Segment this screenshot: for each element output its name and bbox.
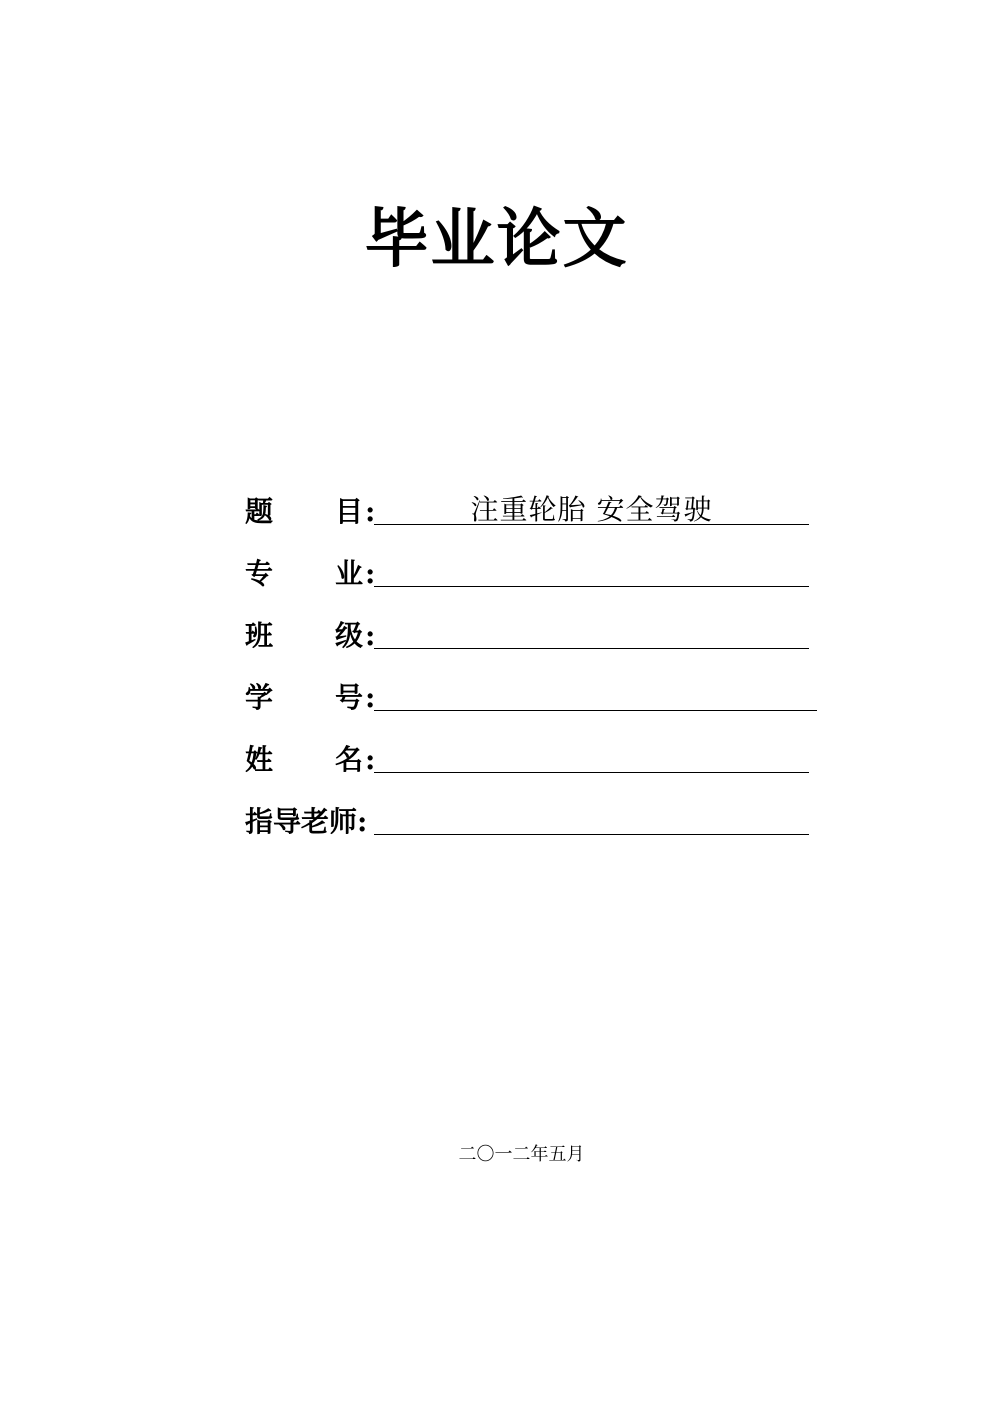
- field-name-underline: [374, 772, 809, 773]
- field-class-label-char1: 班: [245, 619, 274, 652]
- field-major-colon: :: [365, 557, 376, 590]
- field-class-label-char2: 级: [335, 619, 364, 652]
- thesis-title: 毕业论文: [364, 202, 629, 277]
- field-name-row: [245, 736, 825, 798]
- field-title-colon: :: [365, 495, 376, 528]
- field-advisor-label: 指导老师:: [245, 805, 368, 838]
- field-class-row: [245, 612, 825, 674]
- field-major-label-char2: 业: [335, 557, 364, 590]
- field-student-id-row: [245, 674, 825, 736]
- field-name-label-char2: 名: [335, 743, 364, 776]
- field-student-id-label-char1: 学: [245, 681, 274, 714]
- field-student-id-colon: :: [365, 681, 376, 714]
- field-major-row: [245, 550, 825, 612]
- field-title-label-char2: 目: [335, 495, 364, 528]
- field-student-id-label-char2: 号: [335, 681, 364, 714]
- field-student-id-underline: [374, 710, 817, 711]
- field-title-value: 注重轮胎 安全驾驶: [470, 493, 713, 526]
- field-major-label-char1: 专: [245, 557, 274, 590]
- field-class-colon: :: [365, 619, 376, 652]
- field-name-label-char1: 姓: [245, 743, 274, 776]
- cover-form: [245, 488, 825, 860]
- field-advisor-row: [245, 798, 825, 860]
- field-major-underline: [374, 586, 809, 587]
- field-class-underline: [374, 648, 809, 649]
- field-title-row: [245, 488, 825, 550]
- field-name-colon: :: [365, 743, 376, 776]
- field-advisor-underline: [374, 834, 809, 835]
- cover-date: 二〇一二年五月: [458, 1144, 585, 1165]
- field-title-label-char1: 题: [245, 495, 274, 528]
